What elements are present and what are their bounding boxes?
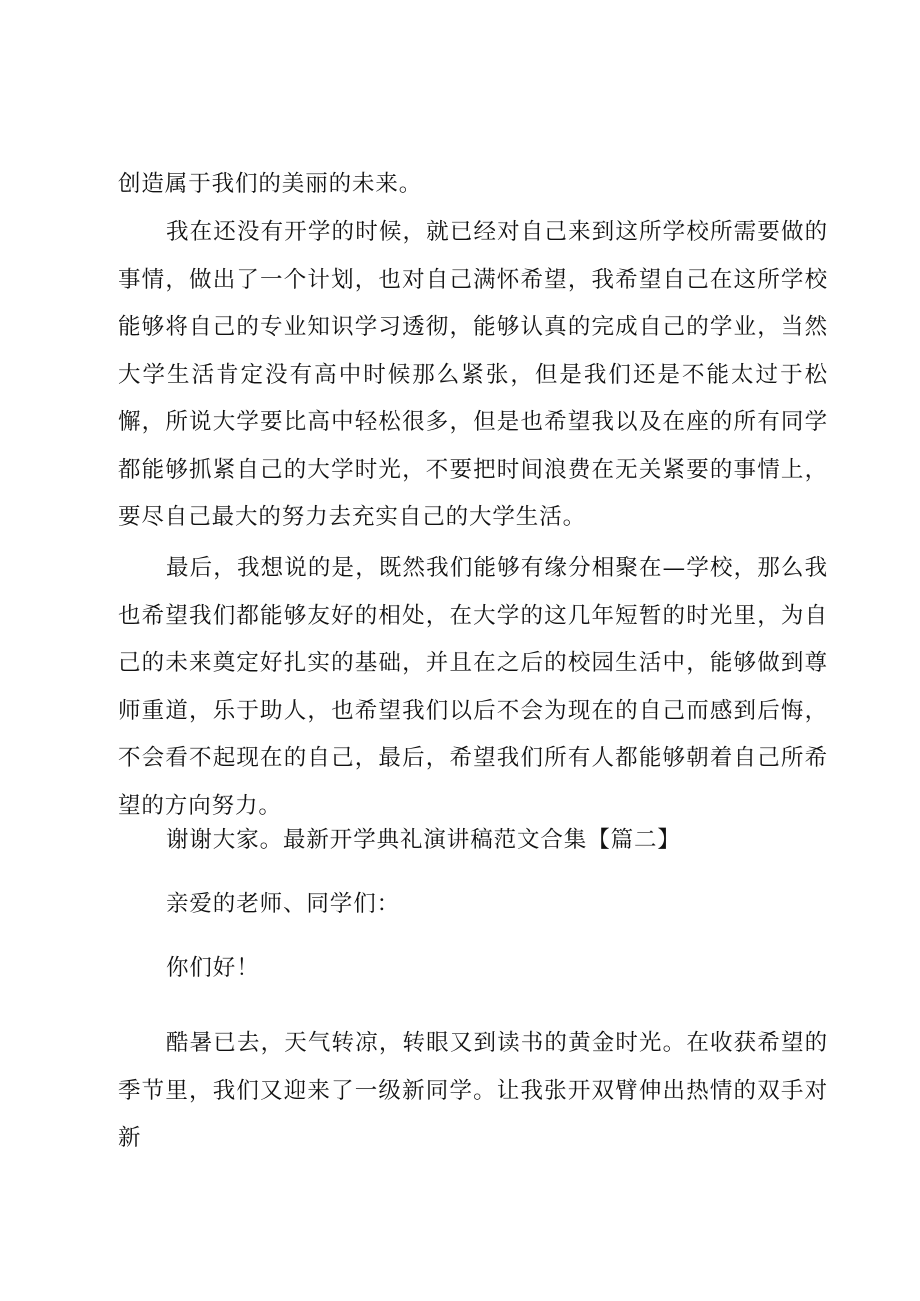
paragraph-continuation: 创造属于我们的美丽的未来。 bbox=[118, 171, 423, 197]
salutation: 亲爱的老师、同学们： bbox=[166, 891, 401, 917]
paragraph-finally: 最后，我想说的是，既然我们能够有缘分相聚在—学校，那么我也希望我们都能够友好的相处，在大学的这几年短暂的时光里，为自己的未来奠定好扎实的基础，并且在之后的校园生活中，能够做到尊师重道，乐于助人，也希望我们以后不会为现在的自己而感到后悔，不会看不起现在的自己，最后，希望我们所有人都能够朝着自己所希望的方向努力。 bbox=[118, 555, 828, 819]
paragraph-opening: 酷暑已去，天气转凉，转眼又到读书的黄金时光。在收获希望的季节里，我们又迎来了一级新同学。让我张开双臂伸出热情的双手对新 bbox=[118, 1030, 828, 1151]
paragraph-plan: 我在还没有开学的时候，就已经对自己来到这所学校所需要做的事情，做出了一个计划，也对自己满怀希望，我希望自己在这所学校能够将自己的专业知识学习透彻，能够认真的完成自己的学业，当然大学生活肯定没有高中时候那么紧张，但是我们还是不能太过于松懈，所说大学要比高中轻松很多，但是也希望我以及在座的所有同学都能够抓紧自己的大学时光，不要把时间浪费在无关紧要的事情上，要尽自己最大的努力去充实自己的大学生活。 bbox=[118, 219, 828, 530]
greeting: 你们好！ bbox=[166, 955, 260, 981]
paragraph-thanks-heading: 谢谢大家。最新开学典礼演讲稿范文合集【篇二】 bbox=[166, 827, 681, 853]
